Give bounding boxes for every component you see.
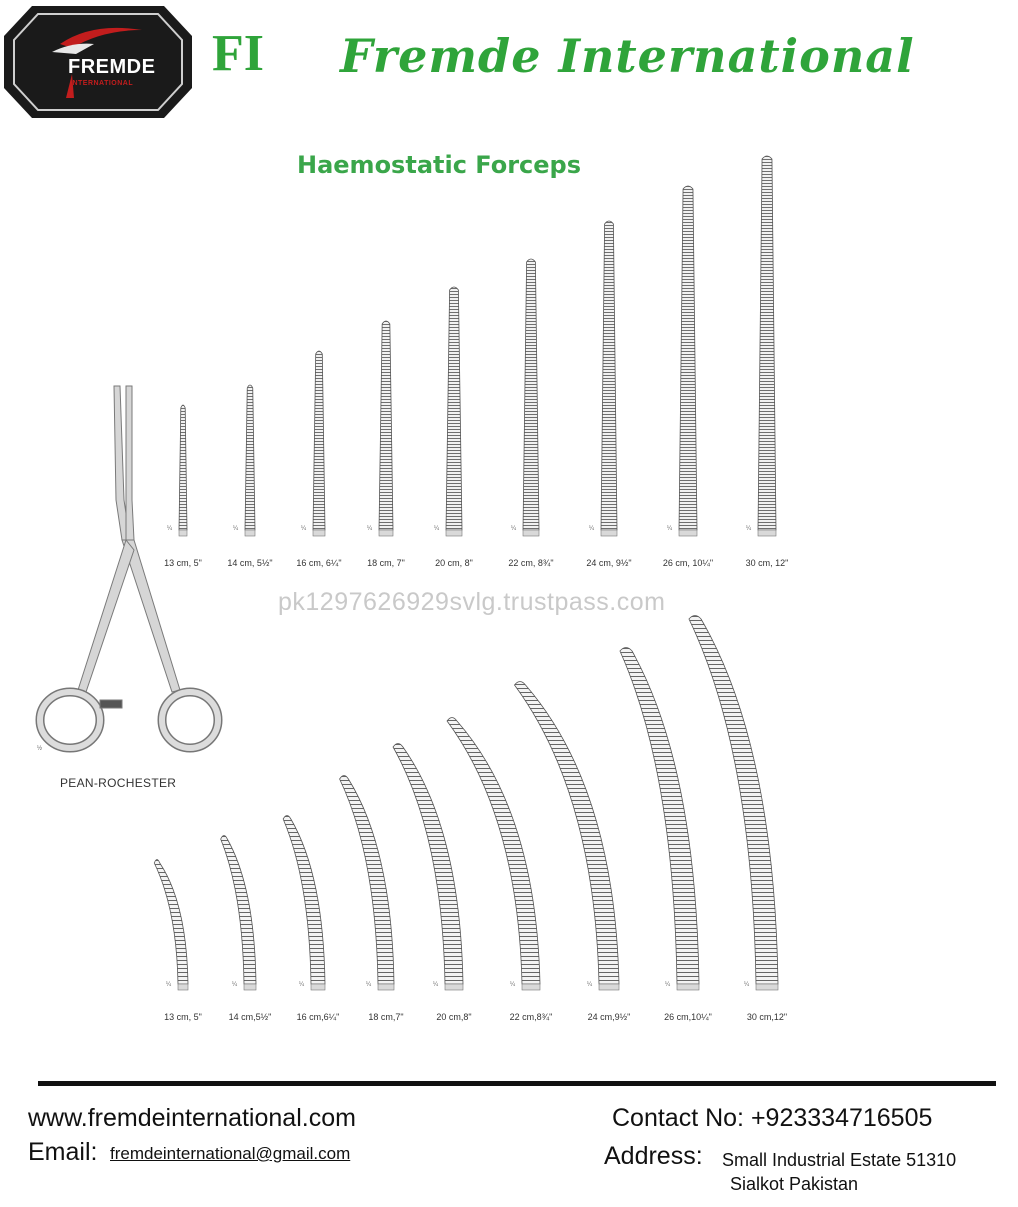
size-label: 13 cm, 5" (164, 1012, 202, 1022)
scale-mark: ¼ (301, 526, 307, 532)
jaw-base (599, 984, 619, 990)
scale-mark: ¼ (366, 982, 372, 988)
pean-rochester-instrument (30, 380, 230, 760)
address-line-1: Small Industrial Estate 51310 (722, 1150, 957, 1170)
scale-mark: ¼ (665, 982, 671, 988)
instrument-name: PEAN-ROCHESTER (60, 776, 177, 790)
email-label: Email: (28, 1138, 98, 1166)
scale-mark: ¼ (232, 982, 238, 988)
size-label: 22 cm,8¾" (509, 1012, 553, 1022)
size-label: 20 cm,8" (436, 1012, 472, 1022)
page-title: Haemostatic Forceps (297, 151, 582, 179)
curved-jaw (154, 860, 188, 985)
scale-mark: ¼ (367, 526, 373, 532)
scale-mark: ¼ (299, 982, 305, 988)
curved-jaw (221, 836, 256, 985)
address-line-2: Sialkot Pakistan (730, 1174, 859, 1194)
curved-jaw (393, 744, 463, 985)
jaw-base (244, 984, 256, 990)
curved-jaw (283, 816, 325, 985)
size-label: 16 cm, 6¼" (296, 558, 342, 568)
email-link[interactable]: fremdeinternational@gmail.com (110, 1144, 351, 1163)
size-label: 30 cm,12" (746, 1012, 788, 1022)
size-label: 22 cm, 8¾" (508, 558, 554, 568)
curved-jaw (689, 616, 778, 985)
jaw-base (756, 984, 778, 990)
watermark-url: pk1297626929svlg.trustpass.com (278, 588, 666, 616)
scale-mark: ¼ (434, 526, 440, 532)
size-label: 18 cm, 7" (367, 558, 405, 568)
curved-jaw (620, 648, 699, 985)
scale-mark: ¼ (511, 526, 517, 532)
footer-divider (38, 1081, 996, 1086)
scale-mark: ¼ (589, 526, 595, 532)
size-label: 20 cm, 8" (435, 558, 473, 568)
jaw-base (677, 984, 699, 990)
scale-mark: ¼ (167, 526, 173, 532)
size-label: 16 cm,6¼" (296, 1012, 340, 1022)
curved-jaw (340, 776, 394, 985)
size-label: 24 cm,9½" (587, 1012, 631, 1022)
scale-mark: ¼ (667, 526, 673, 532)
logo-subtitle: INTERNATIONAL (70, 80, 134, 87)
size-label: 18 cm,7" (368, 1012, 404, 1022)
contact-number: Contact No: +923334716505 (612, 1104, 933, 1132)
address-label: Address: (604, 1142, 703, 1170)
jaw-base (522, 984, 540, 990)
size-label: 13 cm, 5" (164, 558, 202, 568)
jaw-base (378, 984, 394, 990)
company-name: Fremde International (340, 29, 915, 83)
jaw-base (445, 984, 463, 990)
website-link[interactable]: www.fremdeinternational.com (28, 1104, 356, 1132)
scale-mark: ¼ (166, 982, 172, 988)
size-label: 30 cm, 12" (745, 558, 789, 568)
size-label: 26 cm,10¼" (664, 1012, 712, 1022)
instrument-scale-mark: ½ (37, 746, 43, 752)
size-label: 14 cm, 5½" (227, 558, 273, 568)
size-label: 14 cm,5½" (228, 1012, 272, 1022)
scale-mark: ¼ (233, 526, 239, 532)
logo-wordmark: FREMDE (68, 56, 156, 78)
size-label: 24 cm, 9½" (586, 558, 632, 568)
scale-mark: ¼ (587, 982, 593, 988)
jaw-base (311, 984, 325, 990)
scale-mark: ¼ (510, 982, 516, 988)
company-initials: FI (212, 25, 264, 82)
scale-mark: ¼ (433, 982, 439, 988)
jaw-base (178, 984, 188, 990)
scale-mark: ¼ (746, 526, 752, 532)
scale-mark: ¼ (744, 982, 750, 988)
size-label: 26 cm, 10¼" (662, 558, 714, 568)
